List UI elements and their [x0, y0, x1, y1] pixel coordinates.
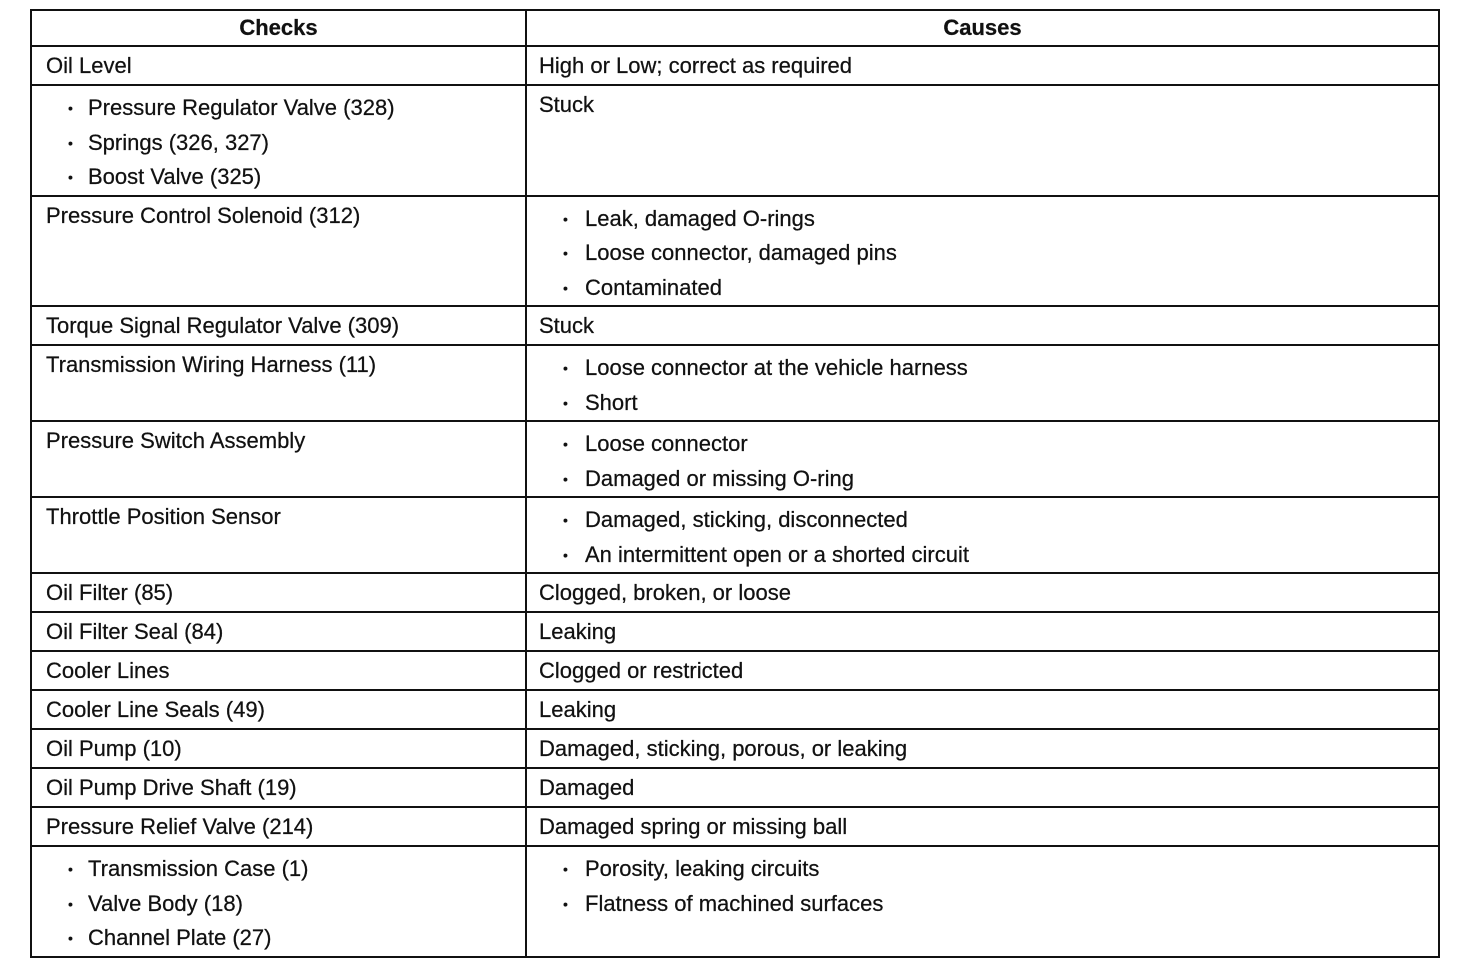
causes-cell — [526, 651, 1439, 690]
checks-bullet-list — [46, 852, 513, 956]
checks-cell — [31, 306, 526, 345]
checks-text: Oil Pump Drive Shaft (19) — [46, 775, 297, 800]
checks-text: Oil Pump (10) — [46, 736, 182, 761]
list-item-text: Flatness of machined surfaces — [585, 890, 884, 916]
table-row — [31, 807, 1439, 846]
table-row — [31, 421, 1439, 497]
list-item — [551, 236, 1426, 271]
causes-cell — [526, 846, 1439, 957]
table-row — [31, 846, 1439, 957]
checks-cell — [31, 196, 526, 307]
list-item-text: Pressure Regulator Valve (328) — [88, 95, 395, 120]
list-item — [551, 503, 1426, 538]
checks-text: Cooler Lines — [46, 658, 170, 683]
checks-cell — [31, 497, 526, 573]
bullet-icon: • — [68, 134, 73, 151]
list-item — [551, 427, 1426, 462]
checks-text: Throttle Position Sensor — [46, 504, 281, 529]
checks-text: Transmission Wiring Harness (11) — [46, 352, 377, 377]
causes-bullet-list — [539, 351, 1426, 420]
list-item-text: Porosity, leaking circuits — [585, 856, 820, 881]
causes-bullet-list — [539, 503, 1426, 572]
bullet-icon: • — [563, 436, 568, 452]
bullet-icon: • — [563, 279, 568, 296]
list-item-text: Contaminated — [585, 274, 722, 300]
causes-text: Stuck — [539, 313, 595, 338]
table-row — [31, 497, 1439, 573]
checks-cell — [31, 345, 526, 421]
checks-text: Pressure Switch Assembly — [46, 428, 306, 453]
list-item — [56, 160, 513, 195]
list-item-text: Valve Body (18) — [88, 890, 243, 916]
checks-text: Pressure Relief Valve (214) — [46, 814, 314, 839]
bullet-icon: • — [563, 394, 568, 411]
checks-column-header: Checks — [31, 10, 526, 46]
list-item-text: Leak, damaged O-rings — [585, 205, 815, 231]
bullet-icon: • — [68, 895, 73, 912]
causes-text: Damaged — [539, 775, 635, 800]
checks-cell — [31, 651, 526, 690]
table-row — [31, 612, 1439, 651]
list-item-text: An intermittent open or a shorted circuit — [585, 541, 969, 567]
checks-text: Oil Filter (85) — [46, 580, 174, 605]
causes-cell — [526, 573, 1439, 612]
bullet-icon: • — [563, 360, 568, 376]
checks-cell — [31, 690, 526, 729]
list-item — [551, 462, 1426, 497]
causes-text: Leaking — [539, 619, 617, 644]
checks-cell — [31, 807, 526, 846]
causes-column-header: Causes — [526, 10, 1439, 46]
table-header-row — [31, 10, 1439, 46]
causes-text: Clogged or restricted — [539, 658, 744, 683]
causes-cell — [526, 345, 1439, 421]
causes-bullet-list — [539, 202, 1426, 306]
table-row — [31, 196, 1439, 307]
bullet-icon: • — [563, 210, 568, 227]
checks-bullet-list — [46, 91, 513, 195]
list-item-text: Loose connector, damaged pins — [585, 240, 897, 265]
table-row — [31, 85, 1439, 196]
causes-cell — [526, 46, 1439, 85]
list-item — [551, 386, 1426, 421]
checks-cell — [31, 421, 526, 497]
causes-text: Clogged, broken, or loose — [539, 580, 791, 605]
checks-cell — [31, 768, 526, 807]
checks-text: Pressure Control Solenoid (312) — [46, 202, 361, 228]
bullet-icon: • — [68, 930, 73, 946]
list-item-text: Transmission Case (1) — [88, 856, 309, 881]
checks-causes-table — [30, 9, 1440, 958]
causes-cell — [526, 196, 1439, 307]
checks-cell — [31, 729, 526, 768]
checks-text: Cooler Line Seals (49) — [46, 697, 265, 722]
table-row — [31, 573, 1439, 612]
causes-cell — [526, 807, 1439, 846]
table-row — [31, 306, 1439, 345]
list-item — [551, 202, 1426, 237]
checks-cell — [31, 612, 526, 651]
list-item — [56, 126, 513, 161]
list-item — [551, 852, 1426, 887]
causes-cell — [526, 768, 1439, 807]
causes-bullet-list — [539, 852, 1426, 921]
causes-text: High or Low; correct as required — [539, 53, 853, 78]
causes-cell — [526, 421, 1439, 497]
causes-text: Stuck — [539, 92, 595, 117]
table-row — [31, 729, 1439, 768]
list-item — [56, 91, 513, 126]
causes-cell — [526, 497, 1439, 573]
causes-cell — [526, 612, 1439, 651]
checks-cell — [31, 573, 526, 612]
causes-cell — [526, 729, 1439, 768]
list-item — [56, 921, 513, 956]
bullet-icon: • — [563, 470, 568, 487]
bullet-icon: • — [68, 861, 73, 877]
checks-cell — [31, 85, 526, 196]
list-item — [56, 852, 513, 887]
bullet-icon: • — [68, 100, 73, 116]
checks-cell — [31, 846, 526, 957]
bullet-icon: • — [563, 895, 568, 912]
causes-cell — [526, 690, 1439, 729]
list-item-text: Channel Plate (27) — [88, 925, 272, 950]
causes-cell — [526, 85, 1439, 196]
list-item-text: Short — [585, 389, 638, 415]
causes-bullet-list — [539, 427, 1426, 496]
table-row — [31, 46, 1439, 85]
list-item-text: Loose connector at the vehicle harness — [585, 355, 968, 380]
bullet-icon: • — [563, 861, 568, 877]
list-item — [56, 887, 513, 922]
bullet-icon: • — [563, 512, 568, 528]
table-row — [31, 345, 1439, 421]
checks-text: Oil Level — [46, 53, 132, 78]
bullet-icon: • — [68, 169, 73, 185]
list-item — [551, 887, 1426, 922]
causes-cell — [526, 306, 1439, 345]
list-item-text: Boost Valve (325) — [88, 164, 262, 189]
list-item-text: Damaged, sticking, disconnected — [585, 507, 908, 532]
checks-text: Oil Filter Seal (84) — [46, 619, 224, 644]
bullet-icon: • — [563, 245, 568, 261]
causes-text: Damaged, sticking, porous, or leaking — [539, 736, 908, 761]
list-item — [551, 351, 1426, 386]
checks-cell — [31, 46, 526, 85]
list-item — [551, 271, 1426, 306]
table-row — [31, 651, 1439, 690]
causes-text: Leaking — [539, 697, 617, 722]
table-row — [31, 768, 1439, 807]
list-item-text: Springs (326, 327) — [88, 129, 269, 155]
list-item-text: Damaged or missing O-ring — [585, 465, 854, 491]
checks-text: Torque Signal Regulator Valve (309) — [46, 313, 400, 338]
causes-text: Damaged spring or missing ball — [539, 814, 848, 839]
list-item — [551, 538, 1426, 573]
list-item-text: Loose connector — [585, 431, 748, 456]
table-body — [31, 46, 1439, 957]
table-row — [31, 690, 1439, 729]
bullet-icon: • — [563, 546, 568, 563]
